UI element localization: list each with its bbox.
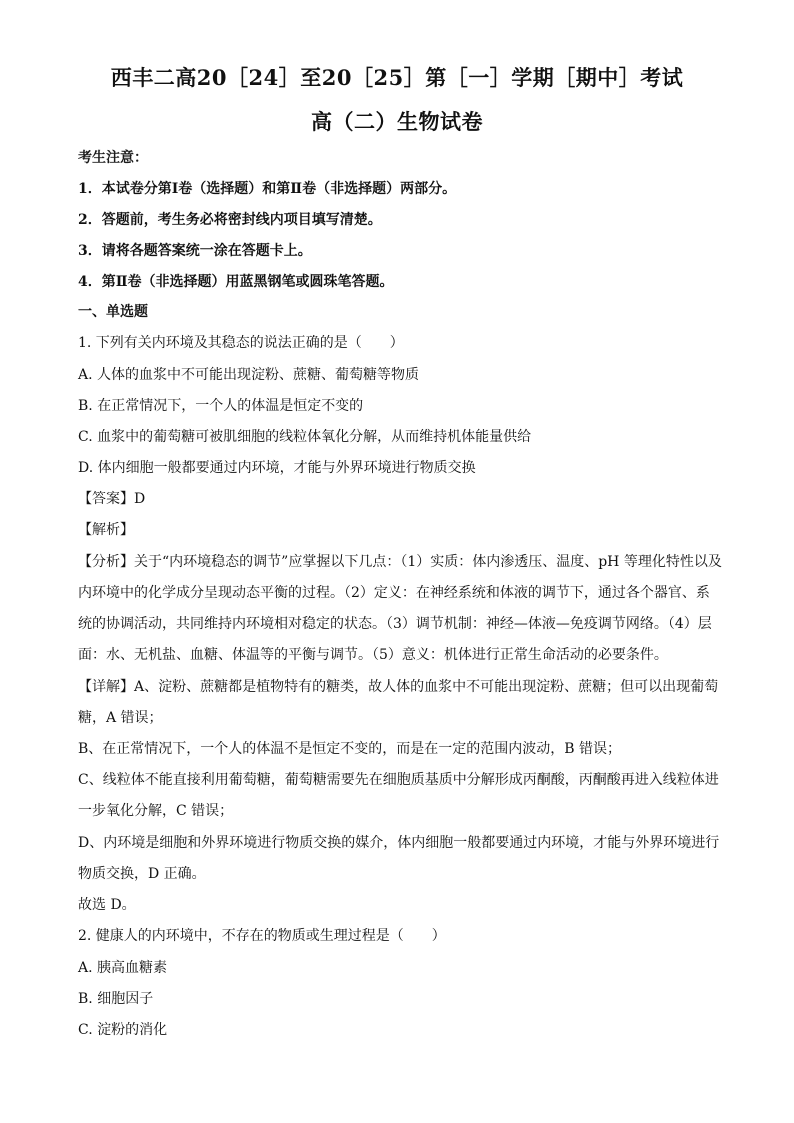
notice-item: 3．请将各题答案统一涂在答题卡上。 (78, 243, 312, 259)
question-2-option-b: B. 细胞因子 (78, 991, 154, 1007)
detail-line: B、在正常情况下，一个人的体温不是恒定不变的，而是在一定的范围内波动，B 错误； (78, 741, 622, 757)
detail-line: C、线粒体不能直接利用葡萄糖，葡萄糖需要先在细胞质基质中分解形成丙酮酸，丙酮酸再进入线粒体进 (78, 772, 719, 788)
analysis-line: 内环境中的化学成分呈现动态平衡的过程。（2）定义：在神经系统和体液的调节下，通过各个器官、系 (78, 585, 710, 601)
detail-line: 【详解】A、淀粉、蔗糖都是植物特有的糖类，故人体的血浆中不可能出现淀粉、蔗糖；但可以出现葡萄 (78, 679, 719, 695)
detail-line: 故选 D。 (78, 897, 136, 913)
section-heading: 一、单选题 (78, 304, 148, 320)
detail-line: 一步氧化分解，C 错误； (78, 803, 234, 819)
detail-line: D、内环境是细胞和外界环境进行物质交换的媒介，体内细胞一般都要通过内环境，才能与外界环境进行 (78, 835, 720, 851)
exam-subtitle: 高（二）生物试卷 (311, 109, 483, 134)
notice-item: 2．答题前，考生务必将密封线内项目填写清楚。 (78, 212, 382, 228)
question-2-stem: 2. 健康人的内环境中，不存在的物质或生理过程是（ ） (78, 928, 446, 944)
analysis-line: 统的协调活动，共同维持内环境相对稳定的状态。（3）调节机制：神经—体液—免疫调节网络。（4）层 (78, 616, 712, 632)
detail-line: 物质交换，D 正确。 (78, 866, 206, 882)
analysis-line: 面：水、无机盐、血糖、体温等的平衡与调节。（5）意义：机体进行正常生命活动的必要条件。 (78, 647, 668, 663)
notice-item: 4．第Ⅱ卷（非选择题）用蓝黑钢笔或圆珠笔答题。 (78, 274, 394, 290)
question-1-answer: 【答案】D (78, 491, 146, 507)
question-1-option-d: D. 体内细胞一般都要通过内环境，才能与外界环境进行物质交换 (78, 460, 476, 476)
exam-title: 西丰二高20［24］至20［25］第［一］学期［期中］考试 (110, 65, 684, 90)
question-2-option-a: A. 胰高血糖素 (78, 960, 168, 976)
question-2-option-c: C. 淀粉的消化 (78, 1022, 168, 1038)
question-1-analysis-heading: 【解析】 (78, 522, 134, 538)
question-1-option-a: A. 人体的血浆中不可能出现淀粉、蔗糖、葡萄糖等物质 (78, 367, 420, 383)
question-1-stem: 1. 下列有关内环境及其稳态的说法正确的是（ ） (78, 335, 404, 351)
detail-line: 糖，A 错误； (78, 710, 163, 726)
analysis-line: 【分析】关于“内环境稳态的调节”应掌握以下几点：（1）实质：体内渗透压、温度、pH 等理化特性以及 (78, 554, 722, 570)
notice-item: 1．本试卷分第Ⅰ卷（选择题）和第Ⅱ卷（非选择题）两部分。 (78, 181, 457, 197)
notice-heading: 考生注意： (78, 150, 148, 166)
question-1-option-c: C. 血浆中的葡萄糖可被肌细胞的线粒体氧化分解，从而维持机体能量供给 (78, 429, 532, 445)
question-1-option-b: B. 在正常情况下，一个人的体温是恒定不变的 (78, 398, 364, 414)
